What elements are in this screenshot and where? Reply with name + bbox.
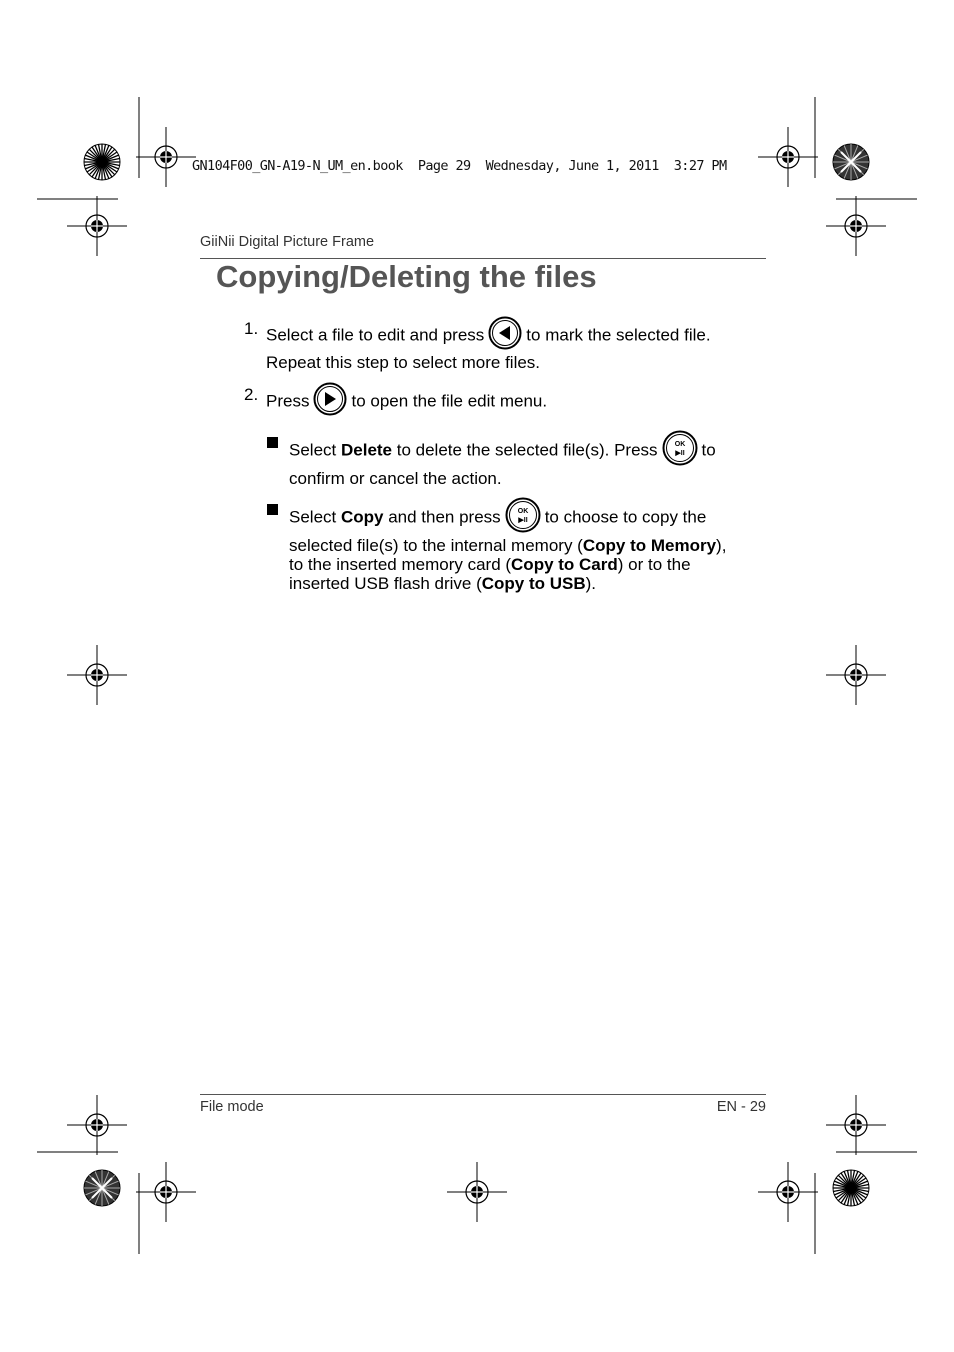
- left-arrow-button-icon: [488, 316, 522, 350]
- ok-glyph: OK: [517, 508, 528, 515]
- bullet-2-after: to choose to copy the: [544, 507, 707, 527]
- bullet-1-pre: Select: [289, 440, 341, 460]
- copy-to-card-term: Copy to Card: [511, 555, 618, 574]
- slug-line: GN104F00_GN-A19-N_UM_en.book Page 29 Wednesday, June 1, 2011 3:27 PM: [192, 158, 727, 174]
- play-pause-glyph: ▶II: [518, 517, 528, 524]
- step-2-before: Press: [266, 391, 310, 411]
- bullet-1-line2: confirm or cancel the action.: [289, 469, 502, 488]
- step-number: 2.: [244, 385, 259, 404]
- play-pause-glyph: ▶II: [674, 450, 685, 457]
- ok-play-pause-button-icon: [662, 430, 698, 466]
- copy-to-usb-term: Copy to USB: [481, 574, 586, 593]
- bullet-2-l2-pre: selected file(s) to the internal memory (: [289, 536, 583, 555]
- bullet-square: [267, 437, 278, 448]
- footer-section: File mode: [200, 1099, 264, 1115]
- page-title: Copying/Deleting the files: [216, 259, 597, 294]
- step-1-line2: Repeat this step to select more files.: [266, 353, 541, 372]
- delete-term: Delete: [340, 440, 393, 460]
- bullet-2-l3-post: ) or to the: [617, 555, 691, 574]
- copy-to-memory-term: Copy to Memory: [582, 536, 717, 555]
- footer-rule: [200, 1094, 766, 1095]
- step-2-text: [266, 385, 547, 419]
- bullet-1-after: to: [701, 440, 716, 460]
- step-number: 1.: [244, 319, 259, 338]
- footer-page-number: EN - 29: [716, 1099, 766, 1115]
- bullet-2-l3-pre: to the inserted memory card (: [289, 555, 512, 574]
- ok-glyph: OK: [674, 441, 685, 448]
- right-arrow-button-icon: [313, 382, 347, 416]
- step-1-after: to mark the selected file.: [526, 325, 711, 345]
- bullet-2-l2-post: ),: [716, 536, 727, 555]
- running-head: GiiNii Digital Picture Frame: [200, 234, 375, 250]
- bullet-2-l4-post: ).: [585, 574, 597, 593]
- bullet-2-mid: and then press: [383, 507, 501, 527]
- ok-play-pause-button-icon: [505, 497, 541, 533]
- bullet-copy-text: [289, 500, 726, 593]
- bullet-delete-text: [289, 433, 716, 488]
- bullet-2-pre: Select: [289, 507, 341, 527]
- bullet-1-mid: to delete the selected file(s). Press: [392, 440, 658, 460]
- step-1-text: [266, 319, 711, 372]
- bullet-square: [267, 504, 278, 515]
- copy-term: Copy: [340, 507, 384, 527]
- step-1-before: Select a file to edit and press: [266, 325, 485, 345]
- step-2-after: to open the file edit menu.: [351, 391, 548, 411]
- bullet-2-l4-pre: inserted USB flash drive (: [289, 574, 482, 593]
